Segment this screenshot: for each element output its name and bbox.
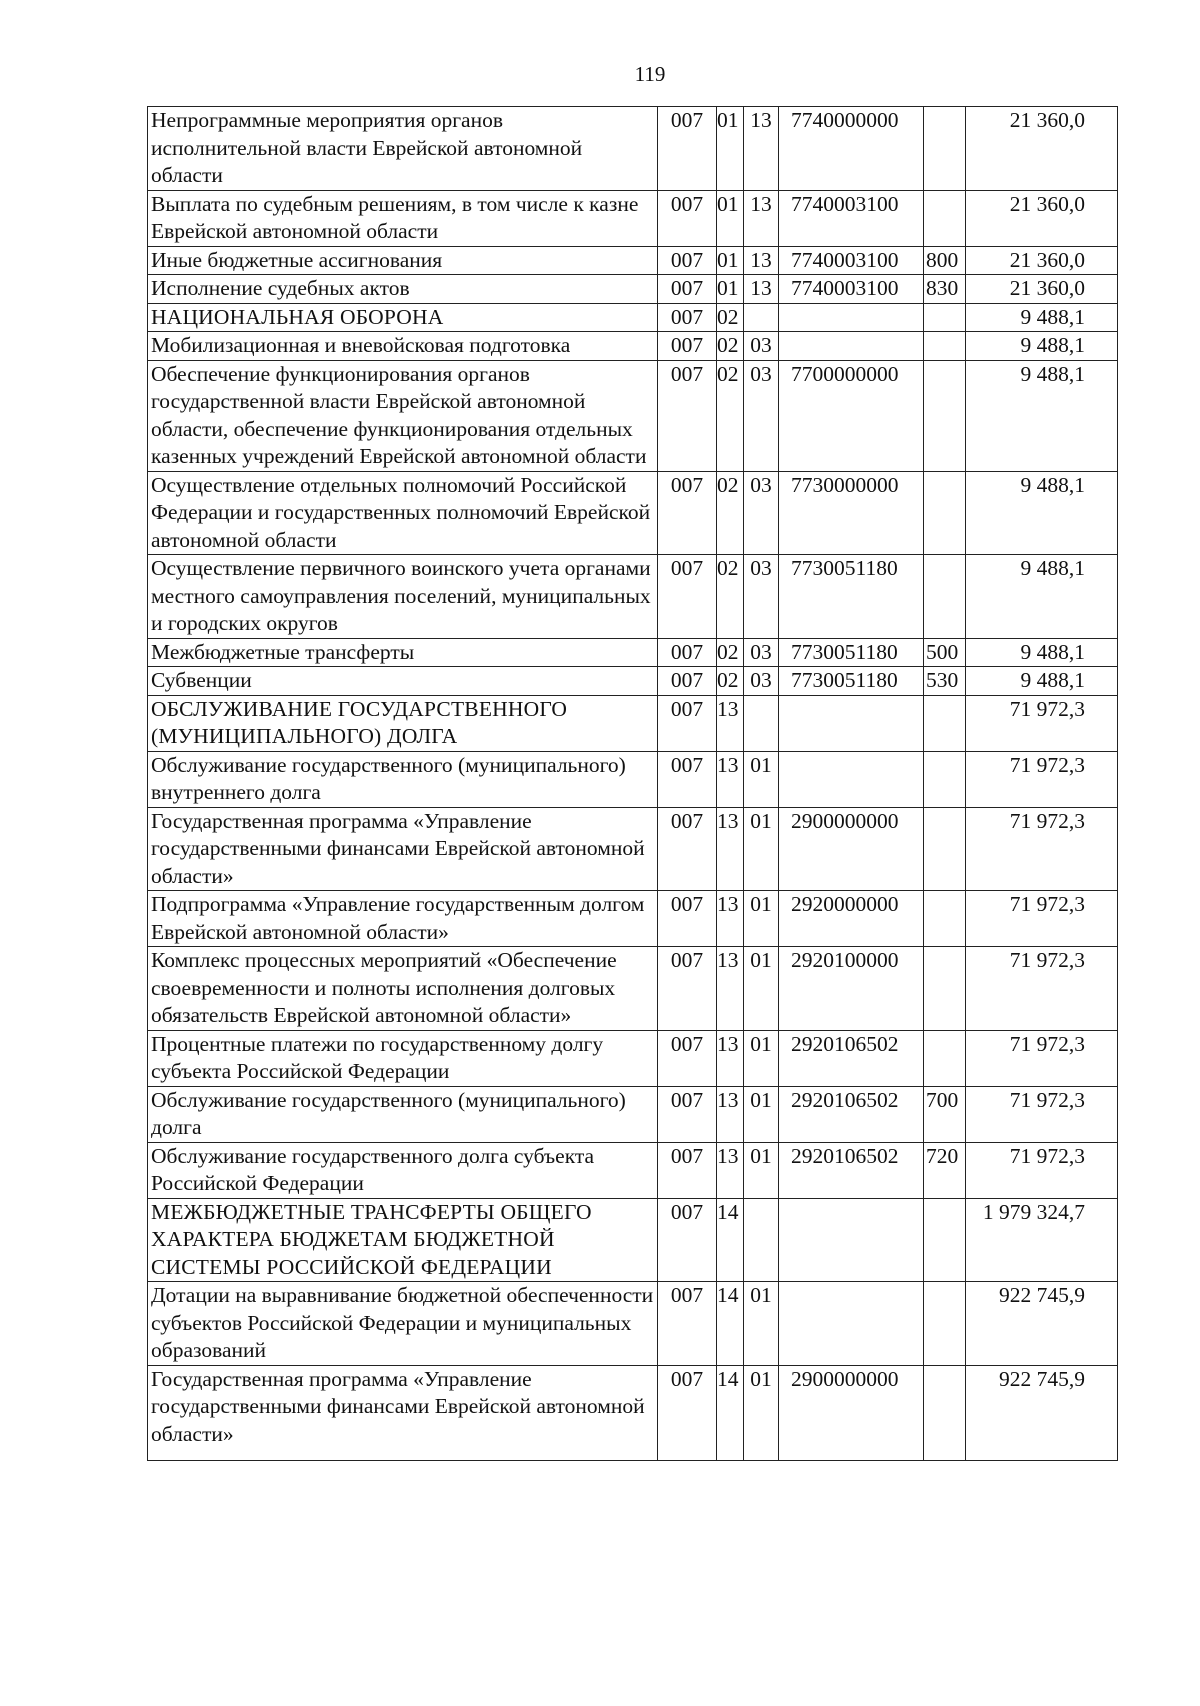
subsection-code-cell: 03	[744, 332, 779, 361]
subsection-code-cell: 13	[744, 246, 779, 275]
subsection-code-cell: 01	[744, 1142, 779, 1198]
expense-type-code-cell	[924, 555, 966, 639]
row-name-cell: Государственная программа «Управление государственными финансами Еврейской автономной области»	[148, 807, 658, 891]
expense-type-code-cell	[924, 695, 966, 751]
subsection-code-cell	[744, 303, 779, 332]
expense-type-code-cell	[924, 107, 966, 191]
amount-cell: 922 745,9	[966, 1282, 1118, 1366]
expense-type-code-cell: 530	[924, 667, 966, 696]
table-row	[148, 1142, 1118, 1198]
subsection-code-cell: 01	[744, 947, 779, 1031]
grbs-code-cell: 007	[658, 332, 717, 361]
table-row	[148, 807, 1118, 891]
row-name-cell: Государственная программа «Управление государственными финансами Еврейской автономной области»	[148, 1365, 658, 1461]
expense-type-code-cell	[924, 1198, 966, 1282]
table-row	[148, 555, 1118, 639]
subsection-code-cell: 03	[744, 360, 779, 471]
section-code-cell: 13	[717, 947, 744, 1031]
grbs-code-cell: 007	[658, 1030, 717, 1086]
row-name-cell: Обеспечение функционирования органов государственной власти Еврейской автономной области, обеспечение функционирования отдельных казенных учреждений Еврейской автономной области	[148, 360, 658, 471]
target-item-code-cell: 7740003100	[779, 190, 924, 246]
section-code-cell: 02	[717, 471, 744, 555]
section-code-cell: 02	[717, 332, 744, 361]
expense-type-code-cell: 700	[924, 1086, 966, 1142]
grbs-code-cell: 007	[658, 1198, 717, 1282]
target-item-code-cell: 7730051180	[779, 638, 924, 667]
row-name-cell: Субвенции	[148, 667, 658, 696]
row-name-cell: Дотации на выравнивание бюджетной обеспеченности субъектов Российской Федерации и муниципальных образований	[148, 1282, 658, 1366]
section-code-cell: 13	[717, 1086, 744, 1142]
expense-type-code-cell: 720	[924, 1142, 966, 1198]
section-code-cell: 14	[717, 1282, 744, 1366]
subsection-code-cell	[744, 695, 779, 751]
subsection-code-cell: 03	[744, 667, 779, 696]
subsection-code-cell: 01	[744, 1282, 779, 1366]
grbs-code-cell: 007	[658, 1365, 717, 1461]
row-name-cell: Непрограммные мероприятия органов исполнительной власти Еврейской автономной области	[148, 107, 658, 191]
section-code-cell: 02	[717, 638, 744, 667]
section-code-cell: 02	[717, 667, 744, 696]
subsection-code-cell: 01	[744, 891, 779, 947]
amount-cell: 9 488,1	[966, 471, 1118, 555]
subsection-code-cell: 01	[744, 751, 779, 807]
section-code-cell: 13	[717, 891, 744, 947]
amount-cell: 922 745,9	[966, 1365, 1118, 1461]
grbs-code-cell: 007	[658, 751, 717, 807]
target-item-code-cell: 2920106502	[779, 1086, 924, 1142]
target-item-code-cell	[779, 695, 924, 751]
table-row	[148, 751, 1118, 807]
grbs-code-cell: 007	[658, 275, 717, 304]
grbs-code-cell: 007	[658, 891, 717, 947]
target-item-code-cell: 7730000000	[779, 471, 924, 555]
section-code-cell: 13	[717, 1142, 744, 1198]
subsection-code-cell: 13	[744, 275, 779, 304]
subsection-code-cell: 01	[744, 1086, 779, 1142]
grbs-code-cell: 007	[658, 471, 717, 555]
grbs-code-cell: 007	[658, 555, 717, 639]
amount-cell: 21 360,0	[966, 275, 1118, 304]
amount-cell: 9 488,1	[966, 332, 1118, 361]
section-code-cell: 13	[717, 1030, 744, 1086]
table-row	[148, 891, 1118, 947]
expense-type-code-cell	[924, 303, 966, 332]
grbs-code-cell: 007	[658, 1086, 717, 1142]
grbs-code-cell: 007	[658, 1282, 717, 1366]
grbs-code-cell: 007	[658, 360, 717, 471]
table-row	[148, 275, 1118, 304]
row-name-cell: НАЦИОНАЛЬНАЯ ОБОРОНА	[148, 303, 658, 332]
expense-type-code-cell	[924, 751, 966, 807]
subsection-code-cell: 03	[744, 638, 779, 667]
amount-cell: 9 488,1	[966, 638, 1118, 667]
target-item-code-cell	[779, 751, 924, 807]
section-code-cell: 13	[717, 751, 744, 807]
row-name-cell: Обслуживание государственного (муниципального) внутреннего долга	[148, 751, 658, 807]
row-name-cell: Осуществление первичного воинского учета органами местного самоуправления поселений, муниципальных и городских округов	[148, 555, 658, 639]
amount-cell: 71 972,3	[966, 751, 1118, 807]
row-name-cell: Иные бюджетные ассигнования	[148, 246, 658, 275]
expense-type-code-cell	[924, 471, 966, 555]
grbs-code-cell: 007	[658, 1142, 717, 1198]
grbs-code-cell: 007	[658, 807, 717, 891]
section-code-cell: 13	[717, 807, 744, 891]
row-name-cell: Мобилизационная и вневойсковая подготовка	[148, 332, 658, 361]
table-row	[148, 246, 1118, 275]
table-row	[148, 1030, 1118, 1086]
expense-type-code-cell	[924, 1282, 966, 1366]
table-row	[148, 1365, 1118, 1461]
amount-cell: 71 972,3	[966, 807, 1118, 891]
expense-type-code-cell	[924, 360, 966, 471]
page-number: 119	[634, 62, 666, 86]
table-row	[148, 947, 1118, 1031]
target-item-code-cell: 7730051180	[779, 667, 924, 696]
target-item-code-cell: 7700000000	[779, 360, 924, 471]
amount-cell: 71 972,3	[966, 1030, 1118, 1086]
section-code-cell: 02	[717, 360, 744, 471]
target-item-code-cell: 7740000000	[779, 107, 924, 191]
grbs-code-cell: 007	[658, 638, 717, 667]
subsection-code-cell: 03	[744, 471, 779, 555]
grbs-code-cell: 007	[658, 695, 717, 751]
expense-type-code-cell: 500	[924, 638, 966, 667]
row-name-cell: МЕЖБЮДЖЕТНЫЕ ТРАНСФЕРТЫ ОБЩЕГО ХАРАКТЕРА БЮДЖЕТАМ БЮДЖЕТНОЙ СИСТЕМЫ РОССИЙСКОЙ ФЕДЕРАЦИИ	[148, 1198, 658, 1282]
row-name-cell: Подпрограмма «Управление государственным долгом Еврейской автономной области»	[148, 891, 658, 947]
section-code-cell: 01	[717, 190, 744, 246]
table-row	[148, 471, 1118, 555]
expense-type-code-cell	[924, 1030, 966, 1086]
row-name-cell: Выплата по судебным решениям, в том числе к казне Еврейской автономной области	[148, 190, 658, 246]
grbs-code-cell: 007	[658, 667, 717, 696]
amount-cell: 9 488,1	[966, 667, 1118, 696]
amount-cell: 1 979 324,7	[966, 1198, 1118, 1282]
target-item-code-cell	[779, 332, 924, 361]
amount-cell: 21 360,0	[966, 107, 1118, 191]
table-row	[148, 303, 1118, 332]
amount-cell: 21 360,0	[966, 246, 1118, 275]
target-item-code-cell: 2920106502	[779, 1030, 924, 1086]
subsection-code-cell: 13	[744, 107, 779, 191]
grbs-code-cell: 007	[658, 190, 717, 246]
target-item-code-cell: 7740003100	[779, 246, 924, 275]
table-row	[148, 360, 1118, 471]
table-row	[148, 1282, 1118, 1366]
grbs-code-cell: 007	[658, 303, 717, 332]
section-code-cell: 02	[717, 303, 744, 332]
section-code-cell: 01	[717, 275, 744, 304]
table-row	[148, 667, 1118, 696]
expense-type-code-cell	[924, 190, 966, 246]
table-row	[148, 1086, 1118, 1142]
target-item-code-cell: 7740003100	[779, 275, 924, 304]
row-name-cell: Исполнение судебных актов	[148, 275, 658, 304]
subsection-code-cell: 13	[744, 190, 779, 246]
expense-type-code-cell	[924, 947, 966, 1031]
target-item-code-cell: 7730051180	[779, 555, 924, 639]
target-item-code-cell	[779, 1282, 924, 1366]
grbs-code-cell: 007	[658, 107, 717, 191]
table-body	[148, 107, 1118, 1461]
section-code-cell: 14	[717, 1198, 744, 1282]
amount-cell: 9 488,1	[966, 303, 1118, 332]
target-item-code-cell	[779, 1198, 924, 1282]
amount-cell: 71 972,3	[966, 891, 1118, 947]
amount-cell: 71 972,3	[966, 947, 1118, 1031]
subsection-code-cell: 01	[744, 807, 779, 891]
row-name-cell: Обслуживание государственного долга субъекта Российской Федерации	[148, 1142, 658, 1198]
section-code-cell: 14	[717, 1365, 744, 1461]
expense-type-code-cell: 830	[924, 275, 966, 304]
section-code-cell: 13	[717, 695, 744, 751]
subsection-code-cell: 03	[744, 555, 779, 639]
amount-cell: 71 972,3	[966, 1086, 1118, 1142]
table-row	[148, 695, 1118, 751]
grbs-code-cell: 007	[658, 947, 717, 1031]
expense-type-code-cell	[924, 807, 966, 891]
row-name-cell: Комплекс процессных мероприятий «Обеспечение своевременности и полноты исполнения долговых обязательств Еврейской автономной области»	[148, 947, 658, 1031]
amount-cell: 71 972,3	[966, 1142, 1118, 1198]
target-item-code-cell	[779, 303, 924, 332]
subsection-code-cell: 01	[744, 1030, 779, 1086]
budget-allocation-table	[147, 106, 1118, 1461]
amount-cell: 21 360,0	[966, 190, 1118, 246]
target-item-code-cell: 2920106502	[779, 1142, 924, 1198]
grbs-code-cell: 007	[658, 246, 717, 275]
target-item-code-cell: 2920100000	[779, 947, 924, 1031]
expense-type-code-cell: 800	[924, 246, 966, 275]
amount-cell: 9 488,1	[966, 360, 1118, 471]
target-item-code-cell: 2900000000	[779, 1365, 924, 1461]
expense-type-code-cell	[924, 332, 966, 361]
expense-type-code-cell	[924, 891, 966, 947]
amount-cell: 9 488,1	[966, 555, 1118, 639]
subsection-code-cell: 01	[744, 1365, 779, 1461]
target-item-code-cell: 2900000000	[779, 807, 924, 891]
row-name-cell: ОБСЛУЖИВАНИЕ ГОСУДАРСТВЕННОГО (МУНИЦИПАЛЬНОГО) ДОЛГА	[148, 695, 658, 751]
row-name-cell: Осуществление отдельных полномочий Российской Федерации и государственных полномочий Еврейской автономной области	[148, 471, 658, 555]
section-code-cell: 01	[717, 246, 744, 275]
table-row	[148, 1198, 1118, 1282]
section-code-cell: 01	[717, 107, 744, 191]
section-code-cell: 02	[717, 555, 744, 639]
amount-cell: 71 972,3	[966, 695, 1118, 751]
expense-type-code-cell	[924, 1365, 966, 1461]
row-name-cell: Межбюджетные трансферты	[148, 638, 658, 667]
table-row	[148, 332, 1118, 361]
row-name-cell: Обслуживание государственного (муниципального) долга	[148, 1086, 658, 1142]
target-item-code-cell: 2920000000	[779, 891, 924, 947]
table-row	[148, 107, 1118, 191]
row-name-cell: Процентные платежи по государственному долгу субъекта Российской Федерации	[148, 1030, 658, 1086]
table-row	[148, 190, 1118, 246]
table-row	[148, 638, 1118, 667]
subsection-code-cell	[744, 1198, 779, 1282]
